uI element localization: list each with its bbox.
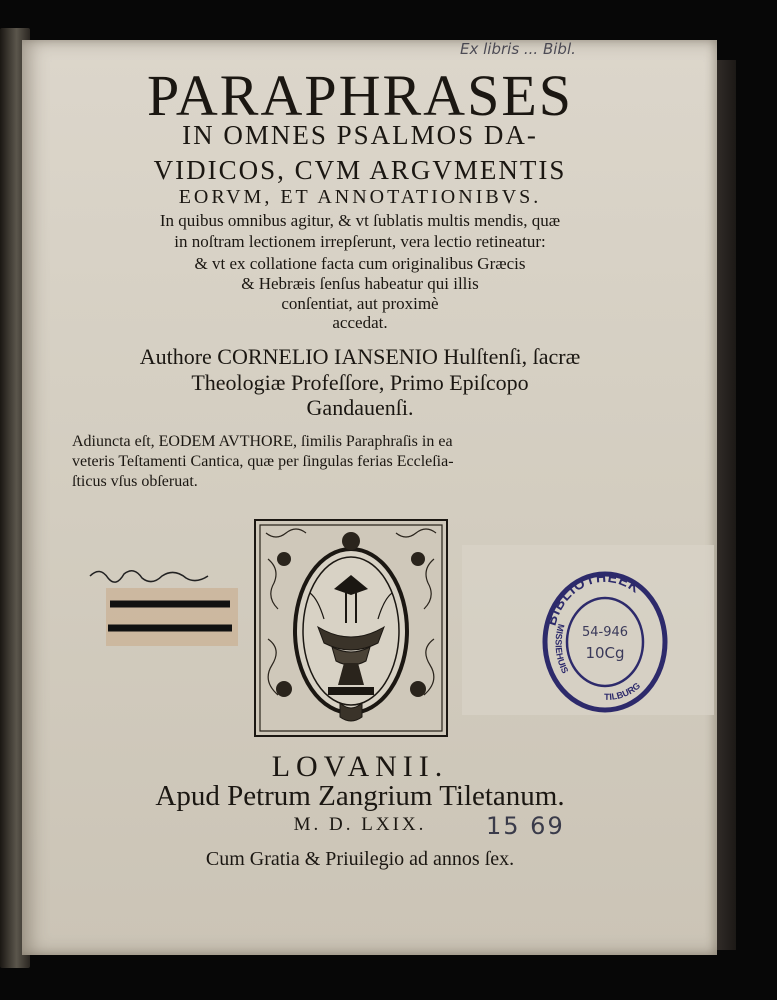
book-title: PARAPHRASES: [146, 63, 574, 128]
crossed-out-inscription: [88, 562, 248, 652]
handwritten-ownership-note: Ex libris ... Bibl.: [460, 40, 576, 58]
subtitle-line-3: EORVM, ET ANNOTATIONIBVS.: [178, 186, 542, 208]
addendum-line: ſticus vſus obſeruat.: [72, 473, 198, 490]
description-line: accedat.: [332, 313, 388, 332]
imprint-year: M. D. LXIX.: [293, 814, 427, 835]
imprint-printer: Apud Petrum Zangrium Tiletanum.: [155, 780, 565, 812]
author-line: Authore CORNELIO IANSENIO Hulſtenſi, ſacræ: [139, 344, 581, 369]
description-line: In quibus omnibus agitur, & vt ſublatis multis mendis, quæ: [159, 211, 561, 230]
description-line: in noſtram lectionem irrepſerunt, vera lectio retineatur:: [174, 232, 546, 251]
description-line: & Hebræis ſenſus habeatur qui illis: [241, 274, 479, 293]
subtitle-line-1: IN OMNES PSALMOS DA-: [182, 120, 538, 150]
subtitle-line-2: VIDICOS, CVM ARGVMENTIS: [153, 155, 567, 185]
stamp-bottom-text: TILBURG: [604, 680, 643, 702]
handwritten-year: 15 69: [486, 812, 565, 840]
svg-text:BIBLIOTHEEK: [543, 570, 644, 627]
imprint-place: LOVANII.: [271, 750, 449, 783]
author-line: Theologiæ Profeſſore, Primo Epiſcopo: [191, 370, 529, 395]
printers-device-woodcut: [254, 519, 448, 737]
library-stamp: [540, 570, 670, 714]
stamp-top-text: BIBLIOTHEEK: [542, 570, 644, 628]
addendum-line: veteris Teſtamenti Cantica, quæ per ſingulas ferias Eccleſia-: [72, 453, 454, 470]
privilege-line: Cum Gratia & Priuilegio ad annos ſex.: [205, 848, 515, 870]
stamp-shelfmark-1: 54-946: [581, 625, 629, 640]
description-line: conſentiat, aut proximè: [281, 294, 439, 313]
description-line: & vt ex collatione facta cum originalibus Græcis: [194, 254, 526, 273]
addendum-line: Adiuncta eſt, EODEM AVTHORE, ſimilis Paraphraſis in ea: [72, 433, 453, 450]
stamp-left-text: MISSIEHUIS: [553, 622, 571, 676]
stamp-shelfmark-2: 10Cg: [585, 644, 625, 662]
author-line: Gandauenſi.: [306, 395, 414, 420]
